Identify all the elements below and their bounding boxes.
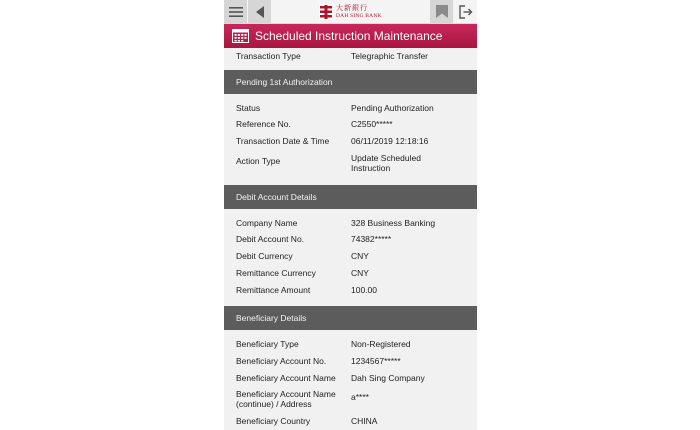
beneficiary-account-row	[224, 353, 477, 370]
field-label: Debit Currency	[236, 251, 293, 262]
logout-button[interactable]	[454, 0, 477, 23]
field-label: Debit Account No.	[236, 234, 305, 245]
debit-account-row	[224, 231, 477, 248]
debit-currency-row	[224, 248, 477, 265]
status-row	[224, 100, 477, 117]
bank-logo-icon	[319, 4, 333, 20]
field-value: CNY	[351, 267, 369, 278]
field-label: Beneficiary Account No.	[236, 355, 327, 366]
remittance-currency-row	[224, 265, 477, 282]
top-toolbar	[224, 0, 477, 24]
logout-icon	[459, 5, 473, 19]
transaction-type-row	[224, 48, 477, 65]
bank-name-en: DAH SING BANK	[336, 12, 382, 19]
menu-button[interactable]	[224, 0, 247, 23]
field-value	[351, 153, 471, 173]
section-header-beneficiary: Beneficiary Details	[224, 306, 477, 330]
field-label: Remittance Amount	[236, 284, 311, 295]
field-value: 100.00	[351, 284, 377, 295]
field-label: Status	[236, 102, 261, 113]
bank-name-zh: 大新銀行	[336, 3, 368, 12]
back-arrow-icon	[255, 6, 265, 18]
field-value-line: Instruction	[351, 162, 391, 173]
page-title: Scheduled Instruction Maintenance	[255, 29, 443, 43]
field-value: Non-Registered	[351, 339, 411, 350]
field-value: 06/11/2019 12:18:16	[351, 136, 429, 147]
section-header-debit: Debit Account Details	[224, 185, 477, 209]
field-label: Beneficiary Account Name	[236, 372, 336, 383]
beneficiary-country-row	[224, 413, 477, 430]
field-label-line: (continue) / Address	[236, 399, 312, 410]
field-value: Pending Authorization	[351, 102, 434, 113]
bookmark-icon	[436, 5, 448, 18]
detail-content	[224, 48, 477, 430]
beneficiary-name-row	[224, 370, 477, 387]
field-value-line: Update Scheduled	[351, 152, 421, 163]
field-value: Dah Sing Company	[351, 372, 425, 383]
bank-logo	[319, 2, 383, 21]
reference-row	[224, 116, 477, 133]
field-label: Beneficiary Country	[236, 416, 311, 427]
beneficiary-address-row	[224, 386, 477, 413]
field-label: Action Type	[236, 155, 281, 166]
company-name-row	[224, 215, 477, 232]
field-label: Beneficiary Type	[236, 339, 299, 350]
field-value: 328 Business Banking	[351, 217, 436, 228]
datetime-row	[224, 133, 477, 150]
field-value: CHINA	[351, 416, 378, 427]
field-value: a****	[351, 392, 369, 403]
field-value: C2550*****	[351, 119, 393, 130]
field-label-line: Beneficiary Account Name	[236, 389, 336, 400]
page-title-bar	[224, 24, 477, 48]
field-value: CNY	[351, 251, 369, 262]
field-value: 74382*****	[351, 234, 392, 245]
menu-icon	[229, 6, 243, 18]
beneficiary-type-row	[224, 336, 477, 353]
section-header-pending: Pending 1st Authorization	[224, 70, 477, 94]
field-value: Telegraphic Transfer	[351, 51, 429, 61]
bookmark-button[interactable]	[430, 0, 453, 23]
remittance-amount-row	[224, 282, 477, 299]
mobile-screen	[224, 0, 477, 430]
back-button[interactable]	[248, 0, 271, 23]
field-label	[236, 389, 346, 409]
field-label: Reference No.	[236, 119, 291, 130]
field-label: Transaction Type	[236, 51, 301, 61]
calendar-icon	[232, 29, 249, 43]
action-type-row	[224, 150, 477, 174]
field-label: Company Name	[236, 217, 298, 228]
field-label: Remittance Currency	[236, 267, 316, 278]
field-value: 1234567*****	[351, 355, 401, 366]
field-label: Transaction Date & Time	[236, 136, 330, 147]
